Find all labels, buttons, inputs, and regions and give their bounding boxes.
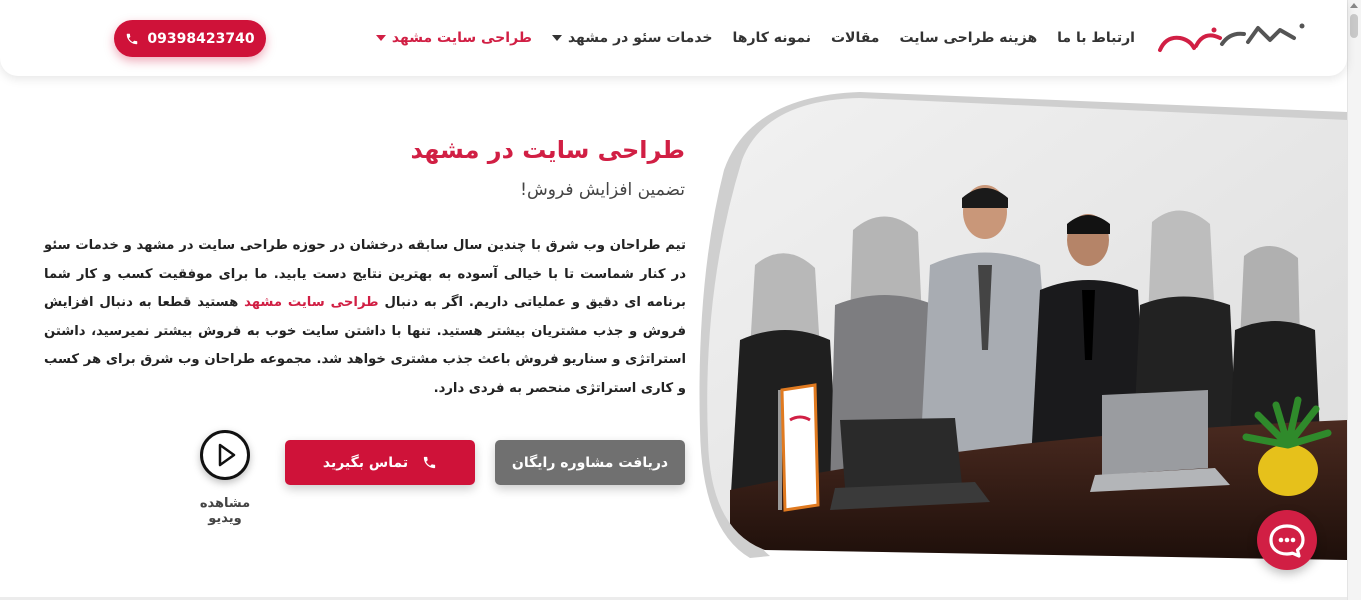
phone-number: 09398423740 bbox=[147, 30, 255, 47]
site-header bbox=[0, 0, 1347, 76]
phone-icon bbox=[125, 32, 139, 46]
play-icon bbox=[203, 433, 247, 477]
nav-item-pricing[interactable] bbox=[899, 30, 1037, 46]
contact-us-button[interactable] bbox=[285, 440, 475, 485]
caret-down-icon bbox=[376, 35, 386, 41]
team-photo bbox=[690, 90, 1347, 560]
phone-icon bbox=[422, 455, 437, 470]
nav-item-articles[interactable] bbox=[831, 30, 880, 46]
nav-item-label: ارتباط با ما bbox=[1057, 30, 1135, 46]
paragraph-text: تیم طراحان وب شرق با چندین سال سابقه درخشان در حوزه طراحی سایت در مشهد و خدمات سئو در کنار شماست تا با خیالی آسوده به بهترین نتایج دست یابید. ما برای موفقیت کسب و کار شما برنامه ای دقیق و عملیاتی داریم. اگر به دنبال bbox=[44, 238, 687, 310]
nav-item-portfolio[interactable] bbox=[733, 30, 811, 46]
nav-item-label: مقالات bbox=[830, 30, 880, 46]
chat-button[interactable] bbox=[1257, 510, 1317, 570]
caret-down-icon bbox=[552, 35, 562, 41]
nav-item-label: نمونه کارها bbox=[732, 30, 811, 46]
hero-subtitle: تضمین افزایش فروش! bbox=[520, 180, 685, 200]
web-design-mashhad-link[interactable]: طراحی سایت مشهد bbox=[244, 295, 379, 310]
main-nav bbox=[376, 30, 1135, 46]
paragraph-text: هستید قطعا به دنبال افزایش فروش و جذب مشتریان بیشتر هستید. تنها با داشتن سایت خوب به فروش بیشتر نمیرسید، داشتن استراتژی و سناریو فروش باعث جذب مشتری خواهد شد. مجموعه طراحان وب شرق برای هر کسب و کاری استراتژی منحصر به فردی دارد. bbox=[44, 295, 686, 396]
nav-item-contact[interactable] bbox=[1057, 30, 1135, 46]
free-consultation-button[interactable] bbox=[495, 440, 685, 485]
nav-item-label: هزینه طراحی سایت bbox=[899, 30, 1038, 46]
play-video-button[interactable] bbox=[200, 430, 250, 480]
scroll-up-icon[interactable] bbox=[1350, 3, 1358, 8]
chat-icon bbox=[1257, 510, 1317, 570]
phone-button[interactable] bbox=[114, 20, 266, 57]
nav-item-seo-services[interactable] bbox=[552, 30, 713, 46]
nav-item-label: خدمات سئو در مشهد bbox=[567, 30, 713, 46]
nav-item-web-design-mashhad[interactable] bbox=[376, 30, 532, 46]
site-logo[interactable] bbox=[1152, 16, 1317, 62]
button-label: تماس بگیرید bbox=[322, 454, 409, 471]
nav-item-label: طراحی سایت مشهد bbox=[391, 30, 532, 46]
video-label: مشاهده ویدیو bbox=[199, 496, 251, 526]
button-label: دریافت مشاوره رایگان bbox=[511, 454, 669, 471]
scroll-thumb[interactable] bbox=[1350, 14, 1358, 38]
page-scrollbar[interactable] bbox=[1347, 0, 1361, 600]
hero-paragraph bbox=[44, 232, 686, 403]
hero-title: طراحی سایت در مشهد bbox=[410, 136, 685, 164]
